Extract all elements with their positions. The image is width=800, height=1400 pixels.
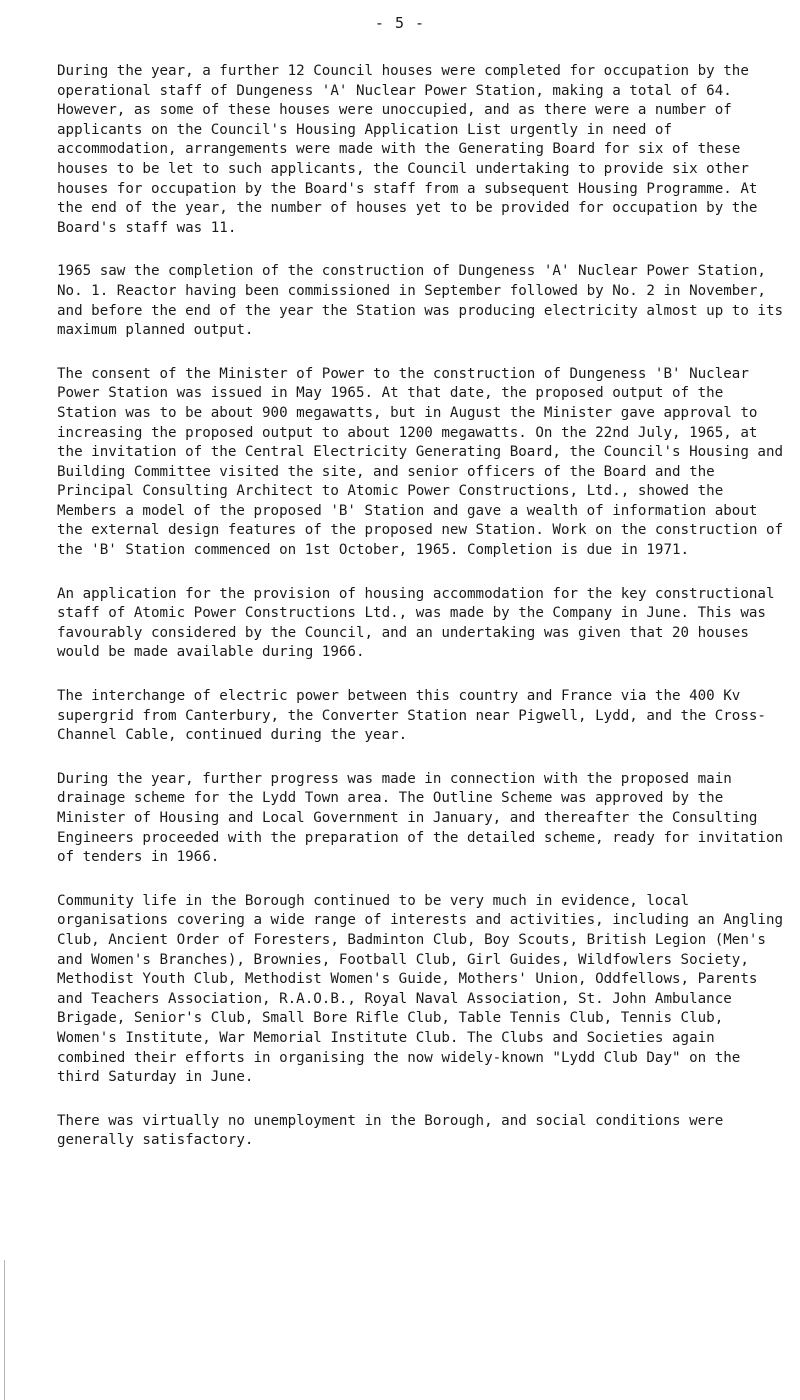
paragraph-main-drainage: During the year, further progress was made in connection with the proposed main drainage scheme for the Lydd Town area. The Outline Scheme was approved by the Minister of Housing and Local Government in January, and thereafter the Consulting Engineers proceeded with the preparation of the detailed scheme, ready for invitation of tenders in 1966. [57, 770, 784, 866]
page-number: - 5 - [374, 14, 426, 32]
paragraph-dungeness-b-consent: The consent of the Minister of Power to the construction of Dungeness 'B' Nuclear Power Station was issued in May 1965. At that date, the proposed output of the Station was to be about 900 megawatts, but in August the Minister gave approval to increasing the proposed output to about 1200 megawatts. On the 22nd July, 1965, at the invitation of the Central Electricity Generating Board, the Council's Housing and Building Committee visited the site, and senior officers of the Board and the Principal Consulting Architect to Atomic Power Constructions, Ltd., showed the Members a model of the proposed 'B' Station and gave a wealth of information about the external design features of the proposed new Station. Work on the construction of the 'B' Station commenced on 1st October, 1965. Completion is due in 1971. [57, 365, 784, 559]
paragraph-council-houses: During the year, a further 12 Council houses were completed for occupation by the operational staff of Dungeness 'A' Nuclear Power Station, making a total of 64. However, as some of these houses were unoccupied, and as there were a number of applicants on the Council's Housing Application List urgently in need of accommodation, arrangements were made with the Generating Board for six of these houses to be let to such applicants, the Council undertaking to provide six other houses for occupation by the Board's staff from a subsequent Housing Programme. At the end of the year, the number of houses yet to be provided for occupation by the Board's staff was 11. [57, 63, 758, 236]
paragraph-dungeness-a-completion: 1965 saw the completion of the construction of Dungeness 'A' Nuclear Power Station, No. 1. Reactor having been commissioned in September followed by No. 2 in November, and before the end of the year the Station was producing electricity almost up to its maximum planned output. [57, 263, 784, 339]
paragraph-unemployment: There was virtually no unemployment in the Borough, and social conditions were generally satisfactory. [57, 1112, 724, 1149]
report-body [57, 62, 790, 1175]
paragraph-power-interchange: The interchange of electric power between this country and France via the 400 Kv supergrid from Canterbury, the Converter Station near Pigwell, Lydd, and the Cross-Channel Cable, continued during the year. [57, 688, 766, 744]
paragraph-housing-application: An application for the provision of housing accommodation for the key constructional staff of Atomic Power Constructions Ltd., was made by the Company in June. This was favourably considered by the Council, and an undertaking was given that 20 houses would be made available during 1966. [57, 585, 775, 661]
scan-margin-line [4, 1260, 5, 1400]
paragraph-community-life: Community life in the Borough continued to be very much in evidence, local organisations covering a wide range of interests and activities, including an Angling Club, Ancient Order of Foresters, Badminton Club, Boy Scouts, British Legion (Men's and Women's Branches), Brownies, Football Club, Girl Guides, Wildfowlers Society, Methodist Youth Club, Methodist Women's Guide, Mothers' Union, Oddfellows, Parents and Teachers Association, R.A.O.B., Royal Naval Association, St. John Ambulance Brigade, Senior's Club, Small Bore Rifle Club, Table Tennis Club, Tennis Club, Women's Institute, War Memorial Institute Club. The Clubs and Societies again combined their efforts in organising the now widely-known "Lydd Club Day" on the third Saturday in June. [57, 892, 784, 1086]
